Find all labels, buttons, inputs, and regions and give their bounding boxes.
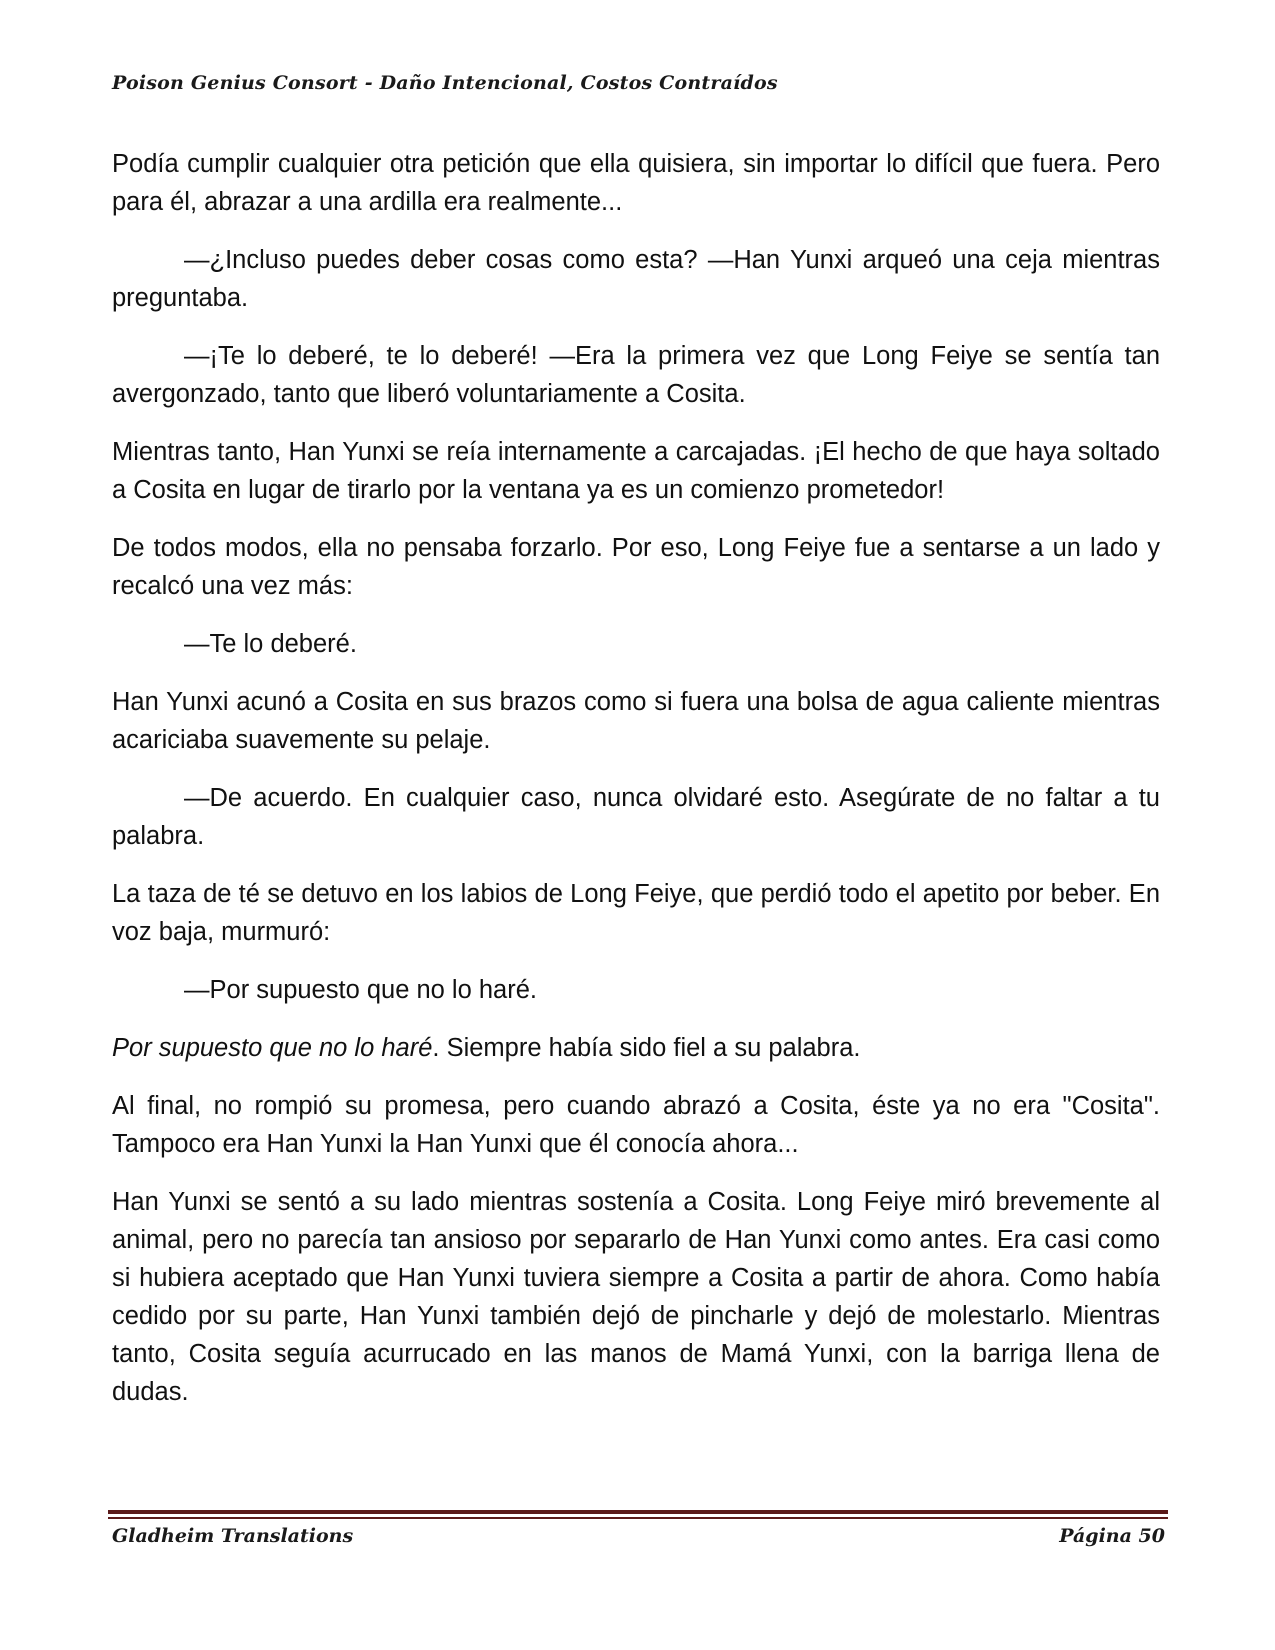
dialogue-paragraph: —De acuerdo. En cualquier caso, nunca olvidaré esto. Asegúrate de no faltar a tu palabra. xyxy=(112,784,1160,850)
paragraph-with-italic xyxy=(112,1029,1160,1067)
page-body xyxy=(112,145,1160,1431)
paragraph: Han Yunxi acunó a Cosita en sus brazos como si fuera una bolsa de agua caliente mientras acariciaba suavemente su pelaje. xyxy=(112,688,1160,754)
dialogue-paragraph: —Te lo deberé. xyxy=(184,630,357,658)
paragraph: Mientras tanto, Han Yunxi se reía internamente a carcajadas. ¡El hecho de que haya soltado a Cosita en lugar de tirarlo por la ventana ya es un comienzo prometedor! xyxy=(112,438,1160,504)
paragraph: Han Yunxi se sentó a su lado mientras sostenía a Cosita. Long Feiye miró brevemente al animal, pero no parecía tan ansioso por separarlo de Han Yunxi como antes. Era casi como si hubiera aceptado que Han Yunxi tuviera siempre a Cosita a partir de ahora. Como había cedido por su parte, Han Yunxi también dejó de pincharle y dejó de molestarlo. Mientras tanto, Cosita seguía acurrucado en las manos de Mamá Yunxi, con la barriga llena de dudas. xyxy=(112,1188,1160,1406)
dialogue-paragraph: —¿Incluso puedes deber cosas como esta? —Han Yunxi arqueó una ceja mientras preguntaba. xyxy=(112,246,1160,312)
paragraph: La taza de té se detuvo en los labios de Long Feiye, que perdió todo el apetito por beber. En voz baja, murmuró: xyxy=(112,880,1160,946)
paragraph: Al final, no rompió su promesa, pero cuando abrazó a Cosita, éste ya no era "Cosita". Tampoco era Han Yunxi la Han Yunxi que él conocía ahora... xyxy=(112,1092,1160,1158)
footer-rule-thick xyxy=(108,1510,1168,1514)
dialogue-paragraph: —Por supuesto que no lo haré. xyxy=(184,976,537,1004)
paragraph: De todos modos, ella no pensaba forzarlo. Por eso, Long Feiye fue a sentarse a un lado y recalcó una vez más: xyxy=(112,534,1160,600)
footer-page-number: Página 50 xyxy=(1059,1525,1165,1547)
italic-phrase: Por supuesto que no lo haré xyxy=(112,1034,433,1062)
running-header: Poison Genius Consort - Daño Intencional, Costos Contraídos xyxy=(112,72,778,94)
paragraph: Podía cumplir cualquier otra petición que ella quisiera, sin importar lo difícil que fuera. Pero para él, abrazar a una ardilla era realmente... xyxy=(112,150,1160,216)
footer-publisher: Gladheim Translations xyxy=(112,1525,354,1547)
dialogue-paragraph: —¡Te lo deberé, te lo deberé! —Era la primera vez que Long Feiye se sentía tan avergonzado, tanto que liberó voluntariamente a Cosita. xyxy=(112,342,1160,408)
footer-rule-thin xyxy=(108,1517,1168,1519)
paragraph-rest: . Siempre había sido fiel a su palabra. xyxy=(432,1034,861,1062)
